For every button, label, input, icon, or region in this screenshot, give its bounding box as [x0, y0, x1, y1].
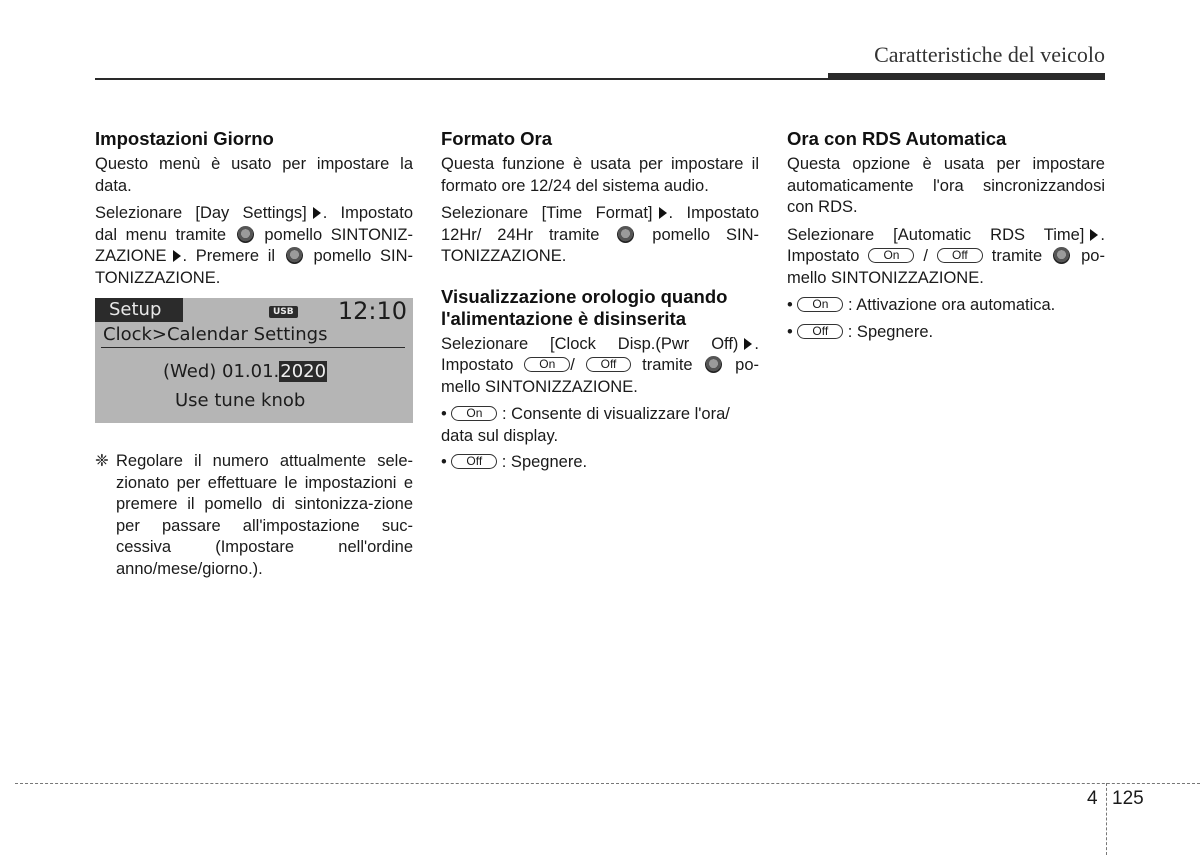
instruction-part: pomello SINTONIZ-ZAZIONE: [95, 225, 413, 265]
heading-time-format: Formato Ora: [441, 128, 553, 149]
header-rule-accent: [828, 73, 1105, 80]
intro-text: Questa funzione è usata per impostare il formato ore 12/24 del sistema audio.: [441, 155, 759, 195]
bullet-text: : Spegnere.: [847, 322, 934, 341]
bullet-on: [787, 295, 1105, 317]
arrow-right-icon: [173, 250, 181, 262]
instruction-part: Selezionare [Time Format]: [441, 204, 653, 222]
footer-page-divider: [1106, 783, 1107, 855]
bullet-mark: •: [441, 405, 447, 423]
on-button-icon: On: [524, 357, 570, 372]
bullet-mark: •: [787, 322, 793, 341]
instruction-part: po-mello SINTONIZZAZIONE.: [441, 356, 759, 396]
instruction-part: . Impostato dal menu tramite: [95, 204, 413, 244]
setup-display-screen: [95, 298, 413, 423]
note-body: Regolare il numero attualmente sele-zionato per effettuare le impostazioni e premere il pomello di sintonizza-zione per passare all'impostazione suc-cessiva (Impostare nell'ordine anno/mese/giorno.).: [116, 452, 413, 578]
arrow-right-icon: [1090, 229, 1098, 241]
intro-text: Questo menù è usato per impostare la data.: [95, 155, 413, 195]
screen-clock: 12:10: [337, 297, 407, 325]
instruction-part: Selezionare [Clock Disp.(Pwr Off): [441, 334, 739, 353]
tune-knob-icon: [705, 356, 722, 373]
arrow-right-icon: [659, 207, 667, 219]
instruction-part: Selezionare [Automatic RDS Time]: [787, 225, 1085, 244]
instruction-part: pomello SIN-TONIZZAZIONE.: [441, 225, 759, 265]
bullet-off: [441, 452, 759, 474]
intro-text: Questa opzione è usata per impostare automaticamente l'ora sincronizzandosi con RDS.: [787, 155, 1105, 216]
arrow-right-icon: [313, 207, 321, 219]
heading-rds-time: Ora con RDS Automatica: [787, 128, 1007, 149]
tune-knob-icon: [617, 226, 634, 243]
instruction-part: tramite: [991, 247, 1043, 265]
instruction-part: pomello SIN-TONIZZAZIONE.: [95, 247, 413, 287]
instruction-part: po-mello SINTONIZZAZIONE.: [787, 247, 1105, 287]
instruction-text: [95, 203, 413, 289]
instruction-part: tramite: [642, 356, 693, 374]
bullet-text: : Consente di visualizzare l'ora/ data sul display.: [441, 405, 730, 445]
off-button-icon: Off: [586, 357, 632, 372]
note-text: [95, 451, 413, 580]
screen-setup-label: Setup: [95, 298, 183, 322]
page-number: 125: [1112, 788, 1144, 809]
instruction-part: /: [570, 356, 575, 374]
instruction-part: . Impostato: [787, 225, 1105, 265]
on-button-icon: On: [451, 406, 497, 421]
screen-hint: Use tune knob: [175, 390, 306, 411]
usb-badge: USB: [269, 306, 298, 318]
instruction-text: [441, 334, 759, 399]
column-day-settings: [95, 128, 413, 580]
off-button-icon: Off: [451, 454, 497, 469]
on-button-icon: On: [868, 248, 914, 263]
chapter-number: 4: [1087, 788, 1098, 809]
screen-year-highlight: 2020: [280, 361, 327, 382]
heading-clock-display: Visualizzazione orologio quando l'alimentazione è disinserita: [441, 285, 728, 329]
instruction-part: /: [923, 247, 929, 265]
bullet-mark: •: [441, 453, 447, 471]
screen-date-prefix: (Wed) 01.01.: [163, 361, 280, 382]
header-title: Caratteristiche del veicolo: [874, 42, 1105, 67]
off-button-icon: Off: [797, 324, 843, 339]
on-button-icon: On: [797, 297, 843, 312]
footer-divider: [15, 783, 1200, 784]
column-time-format: [441, 128, 759, 479]
tune-knob-icon: [286, 247, 303, 264]
tune-knob-icon: [237, 226, 254, 243]
heading-day-settings: Impostazioni Giorno: [95, 128, 274, 149]
arrow-right-icon: [744, 338, 752, 350]
note-asterisk-icon: ❈: [95, 452, 109, 470]
bullet-mark: •: [787, 296, 793, 314]
instruction-part: . Impostato 12Hr/ 24Hr tramite: [441, 204, 759, 244]
bullet-off: [787, 322, 1105, 344]
tune-knob-icon: [1053, 247, 1070, 264]
screen-divider: [101, 347, 405, 348]
bullet-text: : Attivazione ora automatica.: [847, 296, 1056, 314]
instruction-text: [441, 203, 759, 268]
instruction-part: . Premere il: [182, 247, 276, 265]
bullet-text: : Spegnere.: [501, 453, 588, 471]
screen-menu-title: Clock>Calendar Settings: [103, 324, 328, 345]
instruction-part: . Impostato: [441, 334, 759, 374]
bullet-on: [441, 404, 759, 447]
instruction-part: Selezionare [Day Settings]: [95, 204, 307, 222]
off-button-icon: Off: [937, 248, 983, 263]
column-rds-time: [787, 128, 1105, 348]
screen-date: [163, 360, 327, 384]
instruction-text: [787, 225, 1105, 290]
